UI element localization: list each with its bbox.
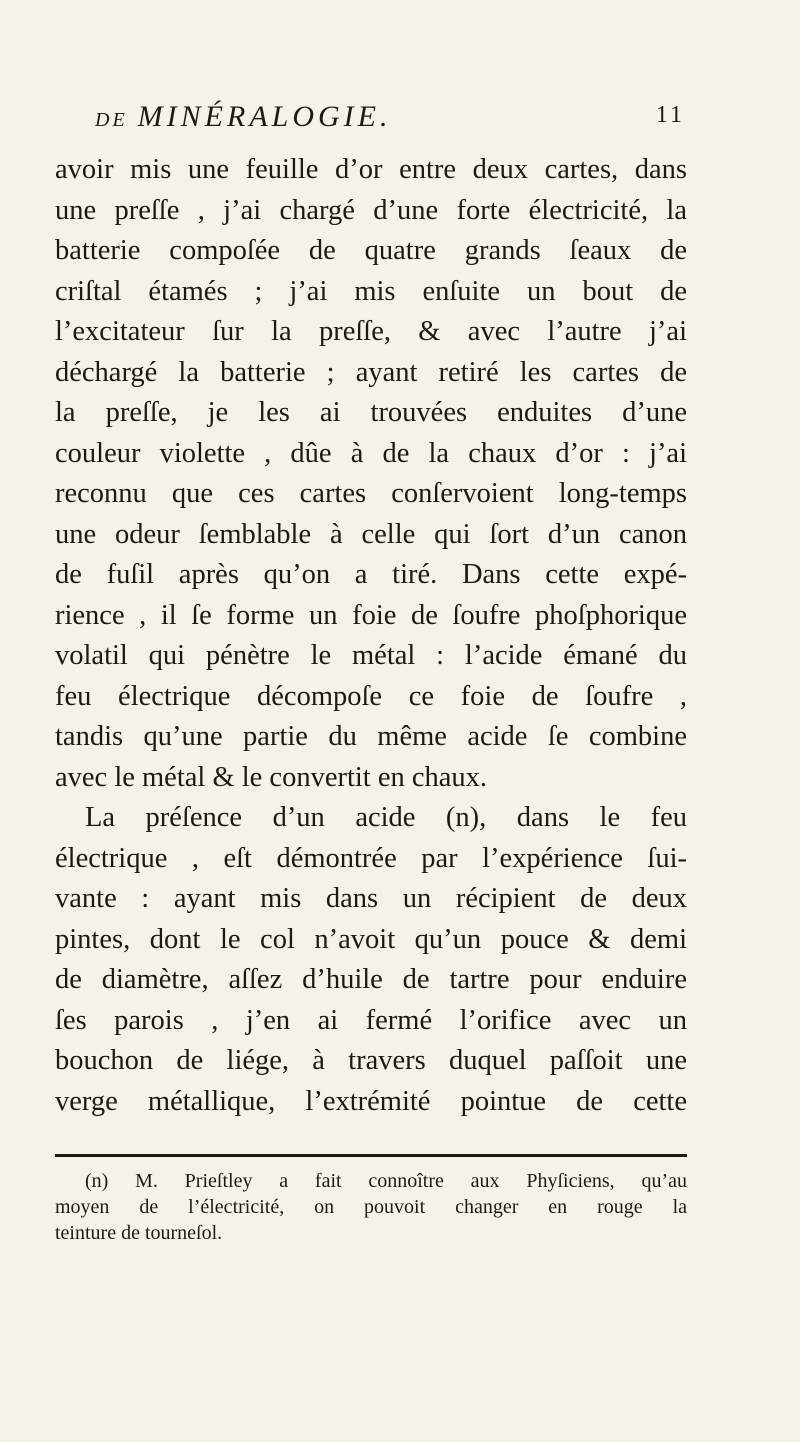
text-line: électrique , eſt démontrée par l’expérience ſui- xyxy=(55,842,687,874)
text-line: de fuſil après qu’on a tiré. Dans cette expé- xyxy=(55,559,687,590)
text-line: l’excitateur ſur la preſſe, & avec l’autre j’ai xyxy=(55,316,687,347)
running-head-prefix: DE xyxy=(95,109,128,131)
footnote-line: (n) M. Prieſtley a fait connoître aux Phyſiciens, qu’au xyxy=(85,1170,687,1192)
text-line: criſtal étamés ; j’ai mis enſuite un bout de xyxy=(55,275,687,307)
text-line: déchargé la batterie ; ayant retiré les cartes de xyxy=(55,356,687,388)
text-line: bouchon de liége, à travers duquel paſſoit une xyxy=(55,1045,687,1076)
text-line: batterie compoſée de quatre grands ſeaux de xyxy=(55,235,687,266)
footnote-line: teinture de tourneſol. xyxy=(55,1222,223,1244)
text-line: pintes, dont le col n’avoit qu’un pouce & demi xyxy=(55,923,687,955)
footnote-rule xyxy=(55,1154,687,1157)
text-line: volatil qui pénètre le métal : l’acide émané du xyxy=(55,640,687,671)
text-line: une odeur ſemblable à celle qui ſort d’un canon xyxy=(55,518,687,550)
text-line: rience , il ſe forme un foie de ſoufre phoſphorique xyxy=(55,599,687,631)
running-head-word: MINÉRALOGIE. xyxy=(137,100,392,133)
text-line: de diamètre, aſſez d’huile de tartre pour enduire xyxy=(55,964,687,995)
text-line: une preſſe , j’ai chargé d’une forte électricité, la xyxy=(55,194,687,226)
running-head xyxy=(95,100,685,140)
text-line: La préſence d’un acide (n), dans le feu xyxy=(85,802,687,833)
text-line: la preſſe, je les ai trouvées enduites d’une xyxy=(55,397,687,428)
page-number: 11 xyxy=(655,102,685,128)
text-line: couleur violette , dûe à de la chaux d’or : j’ai xyxy=(55,437,687,469)
text-line: reconnu que ces cartes conſervoient long-temps xyxy=(55,478,687,509)
text-line: avoir mis une feuille d’or entre deux cartes, dans xyxy=(55,154,687,185)
footnote xyxy=(55,1168,687,1246)
text-line: ſes parois , j’en ai fermé l’orifice avec un xyxy=(55,1004,687,1036)
text-line: vante : ayant mis dans un récipient de deux xyxy=(55,883,687,914)
text-line: feu électrique décompoſe ce foie de ſoufre , xyxy=(55,680,687,712)
body-text xyxy=(55,150,687,1122)
running-head-title xyxy=(95,100,391,134)
text-line: avec le métal & le convertit en chaux. xyxy=(55,761,488,793)
text-line: verge métallique, l’extrémité pointue de cette xyxy=(55,1085,687,1117)
text-line: tandis qu’une partie du même acide ſe combine xyxy=(55,721,687,752)
footnote-line: moyen de l’électricité, on pouvoit changer en rouge la xyxy=(55,1196,687,1218)
